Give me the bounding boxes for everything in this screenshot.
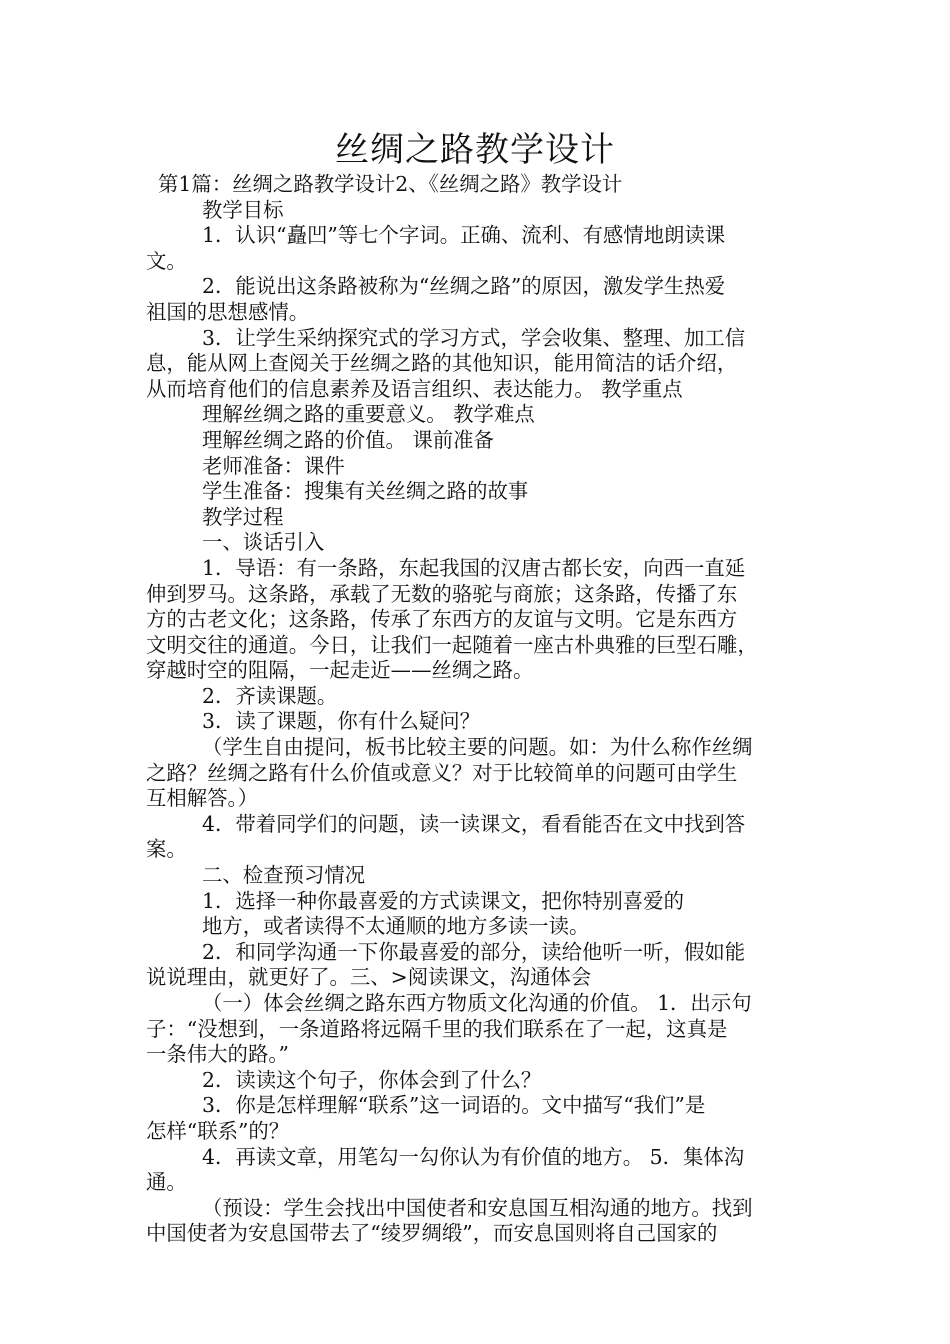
text-line: 第1篇：丝绸之路教学设计2、《丝绸之路》教学设计 [158, 172, 623, 196]
text-line: 理解丝绸之路的重要意义。 教学难点 [202, 402, 535, 427]
text-line: 文。 [146, 248, 187, 273]
text-line: 息，能从网上查阅关于丝绸之路的其他知识，能用简洁的话介绍， [146, 351, 738, 376]
text-line: 1．认识“矗凹”等七个字词。正确、流利、有感情地朗读课 [202, 223, 726, 248]
text-line: 3．你是怎样理解“联系”这一词语的。文中描写“我们”是 [202, 1093, 706, 1118]
text-line: 怎样“联系”的？ [146, 1118, 290, 1143]
text-line: 之路？丝绸之路有什么价值或意义？对于比较简单的问题可由学生 [146, 760, 738, 785]
text-line: 理解丝绸之路的价值。 课前准备 [202, 427, 494, 452]
document-title: 丝绸之路教学设计 [335, 130, 615, 170]
text-line: 教学过程 [202, 504, 284, 529]
text-line: 2．和同学沟通一下你最喜爱的部分，读给他听一听，假如能 [202, 939, 746, 964]
text-line: 一条伟大的路。” [146, 1042, 289, 1067]
text-line: 学生准备：搜集有关丝绸之路的故事 [202, 479, 529, 504]
text-line: 一、谈话引入 [202, 530, 325, 555]
text-line: 4．带着同学们的问题，读一读课文，看看能否在文中找到答 [202, 811, 746, 836]
text-line: （学生自由提问，板书比较主要的问题。如：为什么称作丝绸 [202, 735, 753, 760]
text-line: 2．能说出这条路被称为“丝绸之路”的原因，激发学生热爱 [202, 274, 726, 299]
text-line: 4．再读文章，用笔勾一勾你认为有价值的地方。 5．集体沟 [202, 1144, 745, 1169]
text-line: 1．选择一种你最喜爱的方式读课文，把你特别喜爱的 [202, 888, 684, 913]
text-line: 方的古老文化；这条路，传承了东西方的友谊与文明。它是东西方 [146, 607, 738, 632]
text-line: 地方，或者读得不太通顺的地方多读一读。 [202, 914, 590, 939]
text-line: 说说理由，就更好了。三、>阅读课文，沟通体会 [146, 965, 592, 990]
text-line: 从而培育他们的信息素养及语言组织、表达能力。 教学重点 [146, 376, 683, 401]
text-line: 案。 [146, 837, 187, 862]
text-line: 穿越时空的阻隔，一起走近——丝绸之路。 [146, 658, 534, 683]
text-line: 文明交往的通道。今日，让我们一起随着一座古朴典雅的巨型石雕， [146, 632, 758, 657]
text-line: 老师准备：课件 [202, 453, 345, 478]
text-line: 中国使者为安息国带去了“绫罗绸缎”，而安息国则将自己国家的 [146, 1221, 718, 1246]
text-line: 3．让学生采纳探究式的学习方式，学会收集、整理、加工信 [202, 325, 746, 350]
text-line: 3．读了课题，你有什么疑问？ [202, 709, 481, 734]
text-line: 二、检查预习情况 [202, 863, 366, 888]
text-line: 1．导语：有一条路，东起我国的汉唐古都长安，向西一直延 [202, 555, 746, 580]
text-line: （一）体会丝绸之路东西方物质文化沟通的价值。 1．出示句 [202, 991, 752, 1015]
text-line: 伸到罗马。这条路，承载了无数的骆驼与商旅；这条路，传播了东 [146, 581, 738, 606]
text-line: 教学目标 [202, 197, 284, 222]
text-line: 祖国的思想感情。 [146, 299, 310, 324]
document-body [146, 172, 806, 1247]
text-line: 2．齐读课题。 [202, 683, 338, 708]
text-line: 通。 [146, 1170, 187, 1195]
text-line: 子：“没想到，一条道路将远隔千里的我们联系在了一起，这真是 [146, 1016, 728, 1041]
text-line: （预设：学生会找出中国使者和安息国互相沟通的地方。找到 [202, 1195, 753, 1220]
text-line: 2．读读这个句子，你体会到了什么？ [202, 1067, 542, 1092]
text-line: 互相解答。） [146, 786, 259, 811]
